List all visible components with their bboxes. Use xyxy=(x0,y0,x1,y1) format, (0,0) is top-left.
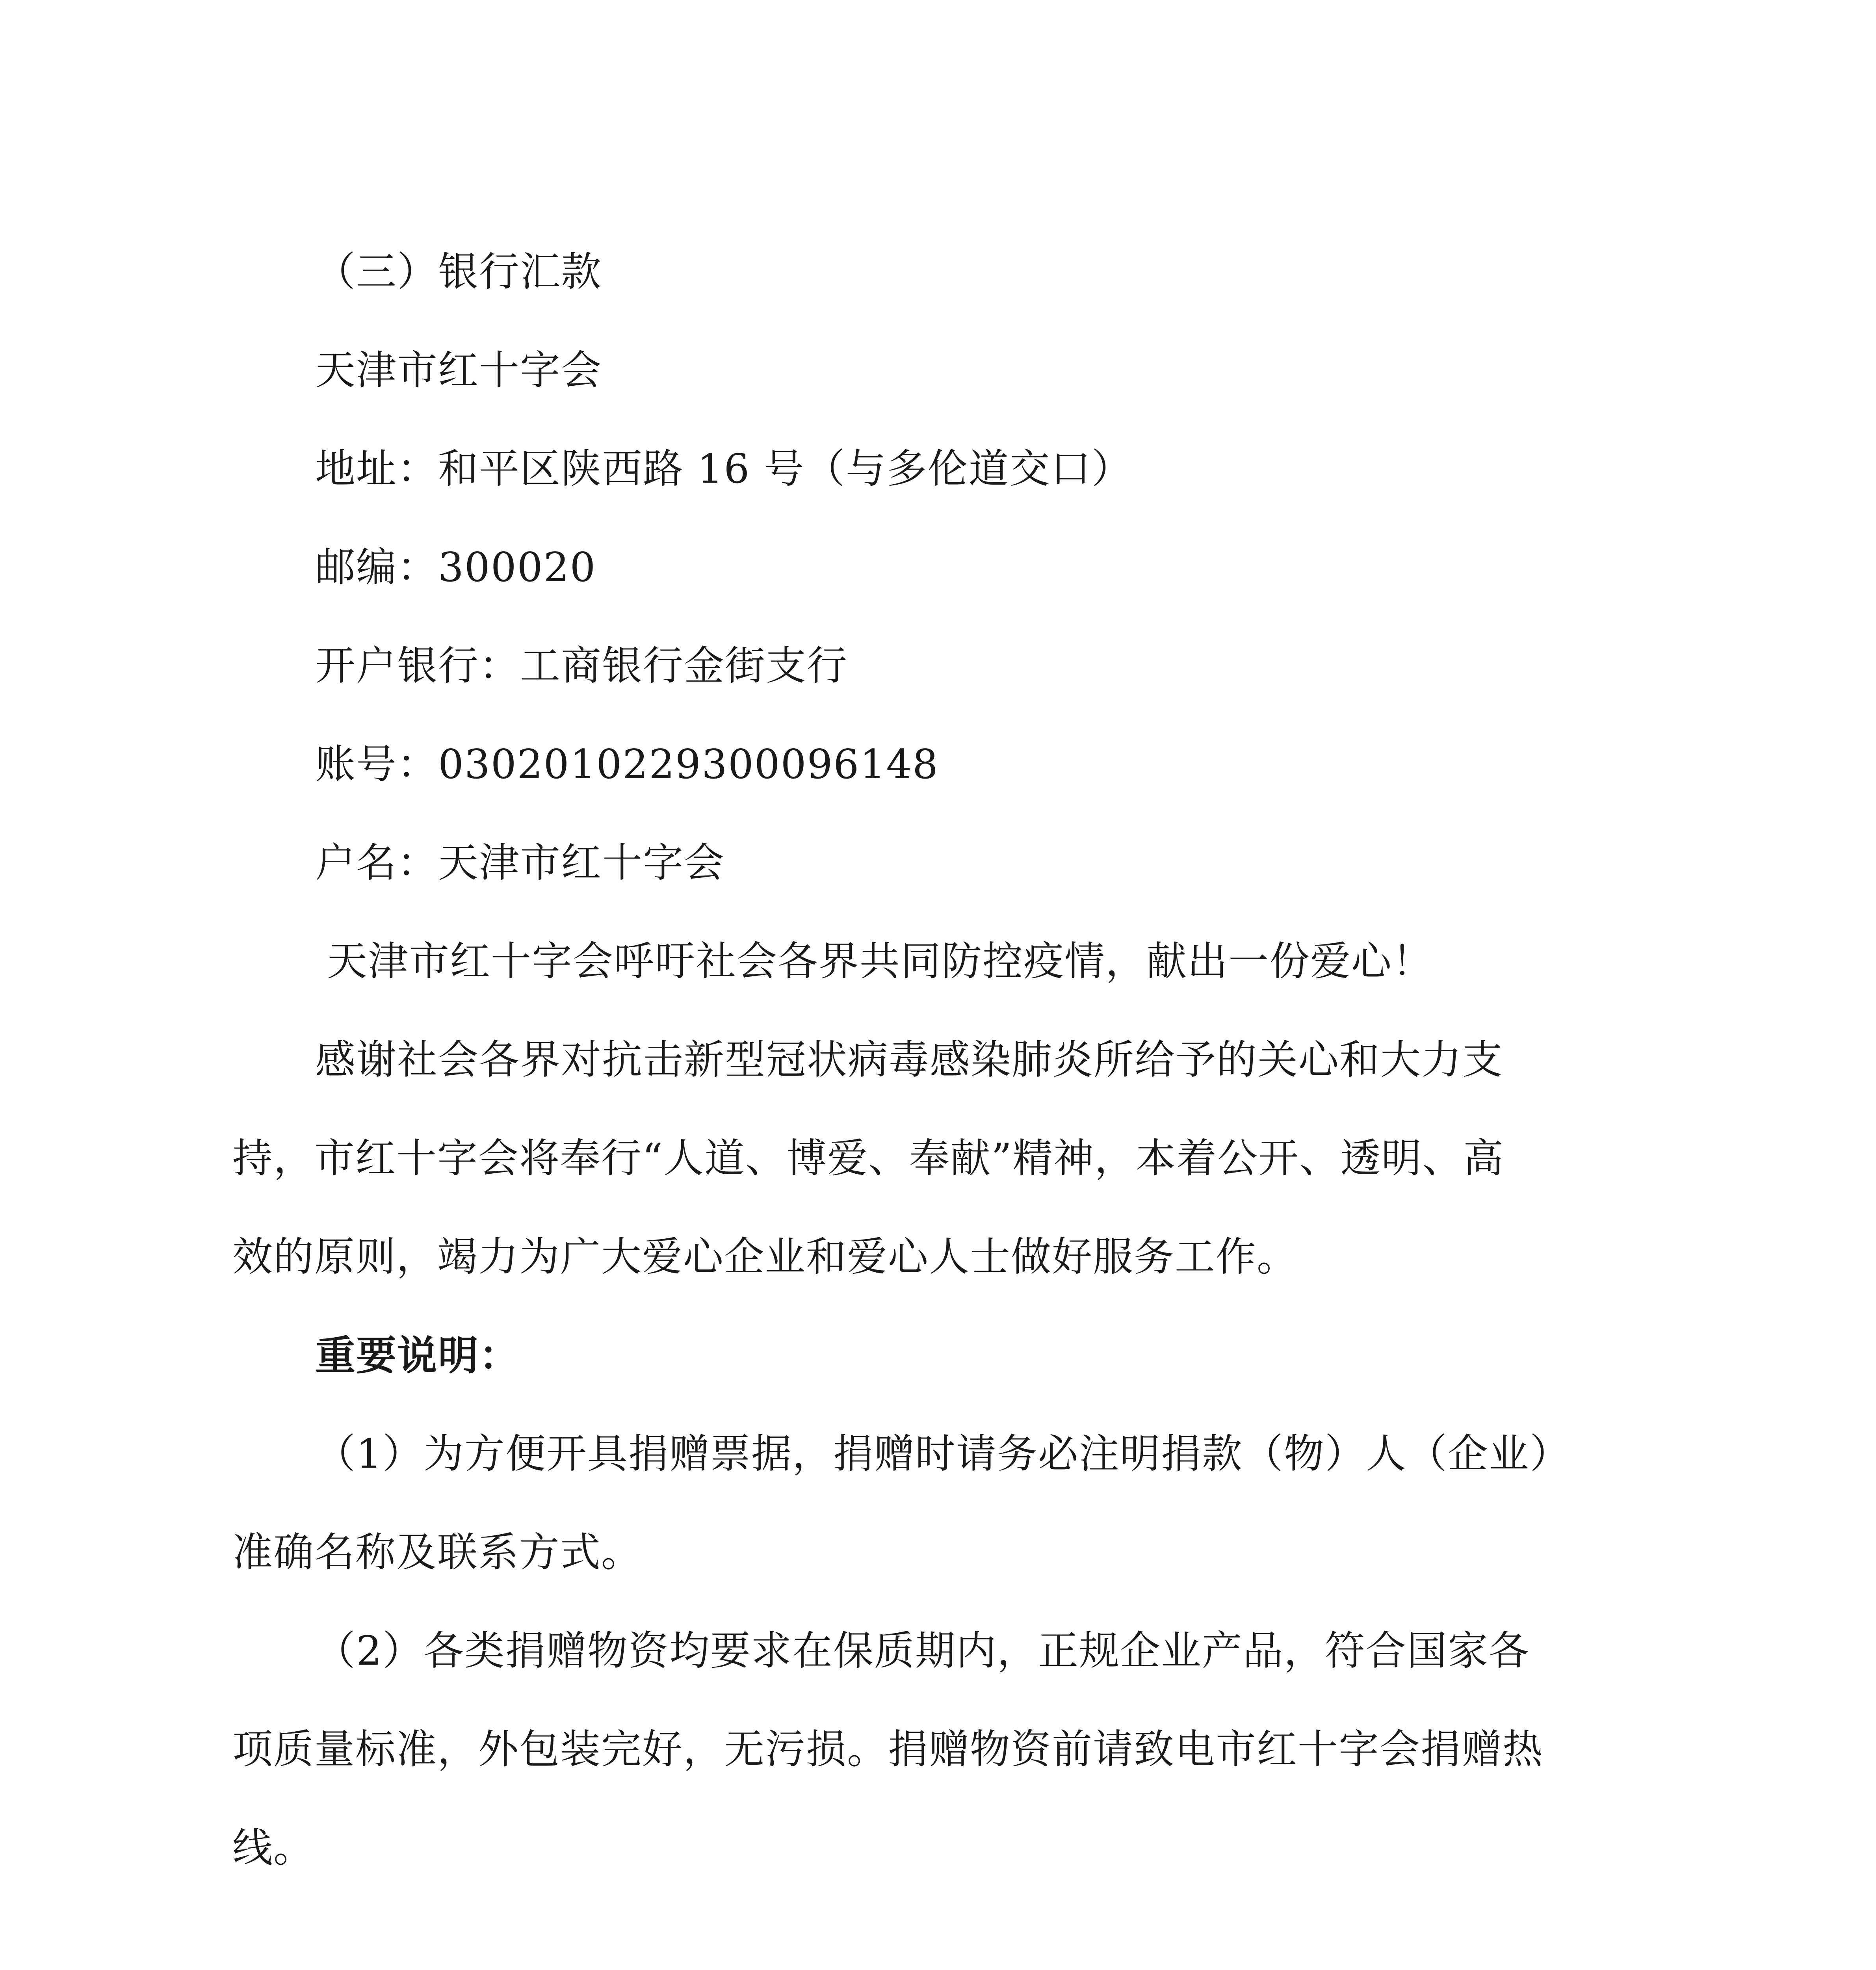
address-line: 地址：和平区陕西路 16 号（与多伦道交口） xyxy=(315,446,1133,492)
note1-line-2: 准确名称及联系方式。 xyxy=(232,1529,642,1576)
thanks-line-3: 效的原则，竭力为广大爱心企业和爱心人士做好服务工作。 xyxy=(232,1234,1298,1280)
note2-line-1: （2）各类捐赠物资均要求在保质期内，正规企业产品，符合国家各 xyxy=(315,1628,1530,1674)
thanks-line-2: 持，市红十字会将奉行“人道、博爱、奉献”精神，本着公开、透明、高 xyxy=(232,1135,1505,1182)
account-line: 账号：0302010229300096148 xyxy=(315,741,939,788)
thanks-line-1: 感谢社会各界对抗击新型冠状病毒感染肺炎所给予的关心和大力支 xyxy=(315,1037,1503,1084)
bank-line: 开户银行：工商银行金街支行 xyxy=(315,643,848,690)
note1-line-1: （1）为方便开具捐赠票据，捐赠时请务必注明捐款（物）人（企业） xyxy=(315,1431,1571,1478)
org-name: 天津市红十字会 xyxy=(315,347,602,394)
note2-line-3: 线。 xyxy=(232,1825,314,1872)
notice-heading: 重要说明： xyxy=(315,1332,520,1379)
section-heading: （三）银行汇款 xyxy=(315,249,602,296)
postcode-line: 邮编：300020 xyxy=(315,544,596,591)
note2-line-2: 项质量标准，外包装完好，无污损。捐赠物资前请致电市红十字会捐赠热 xyxy=(232,1726,1544,1773)
account-name-line: 户名：天津市红十字会 xyxy=(315,840,725,886)
appeal-line: 天津市红十字会呼吁社会各界共同防控疫情，献出一份爱心！ xyxy=(327,938,1433,985)
